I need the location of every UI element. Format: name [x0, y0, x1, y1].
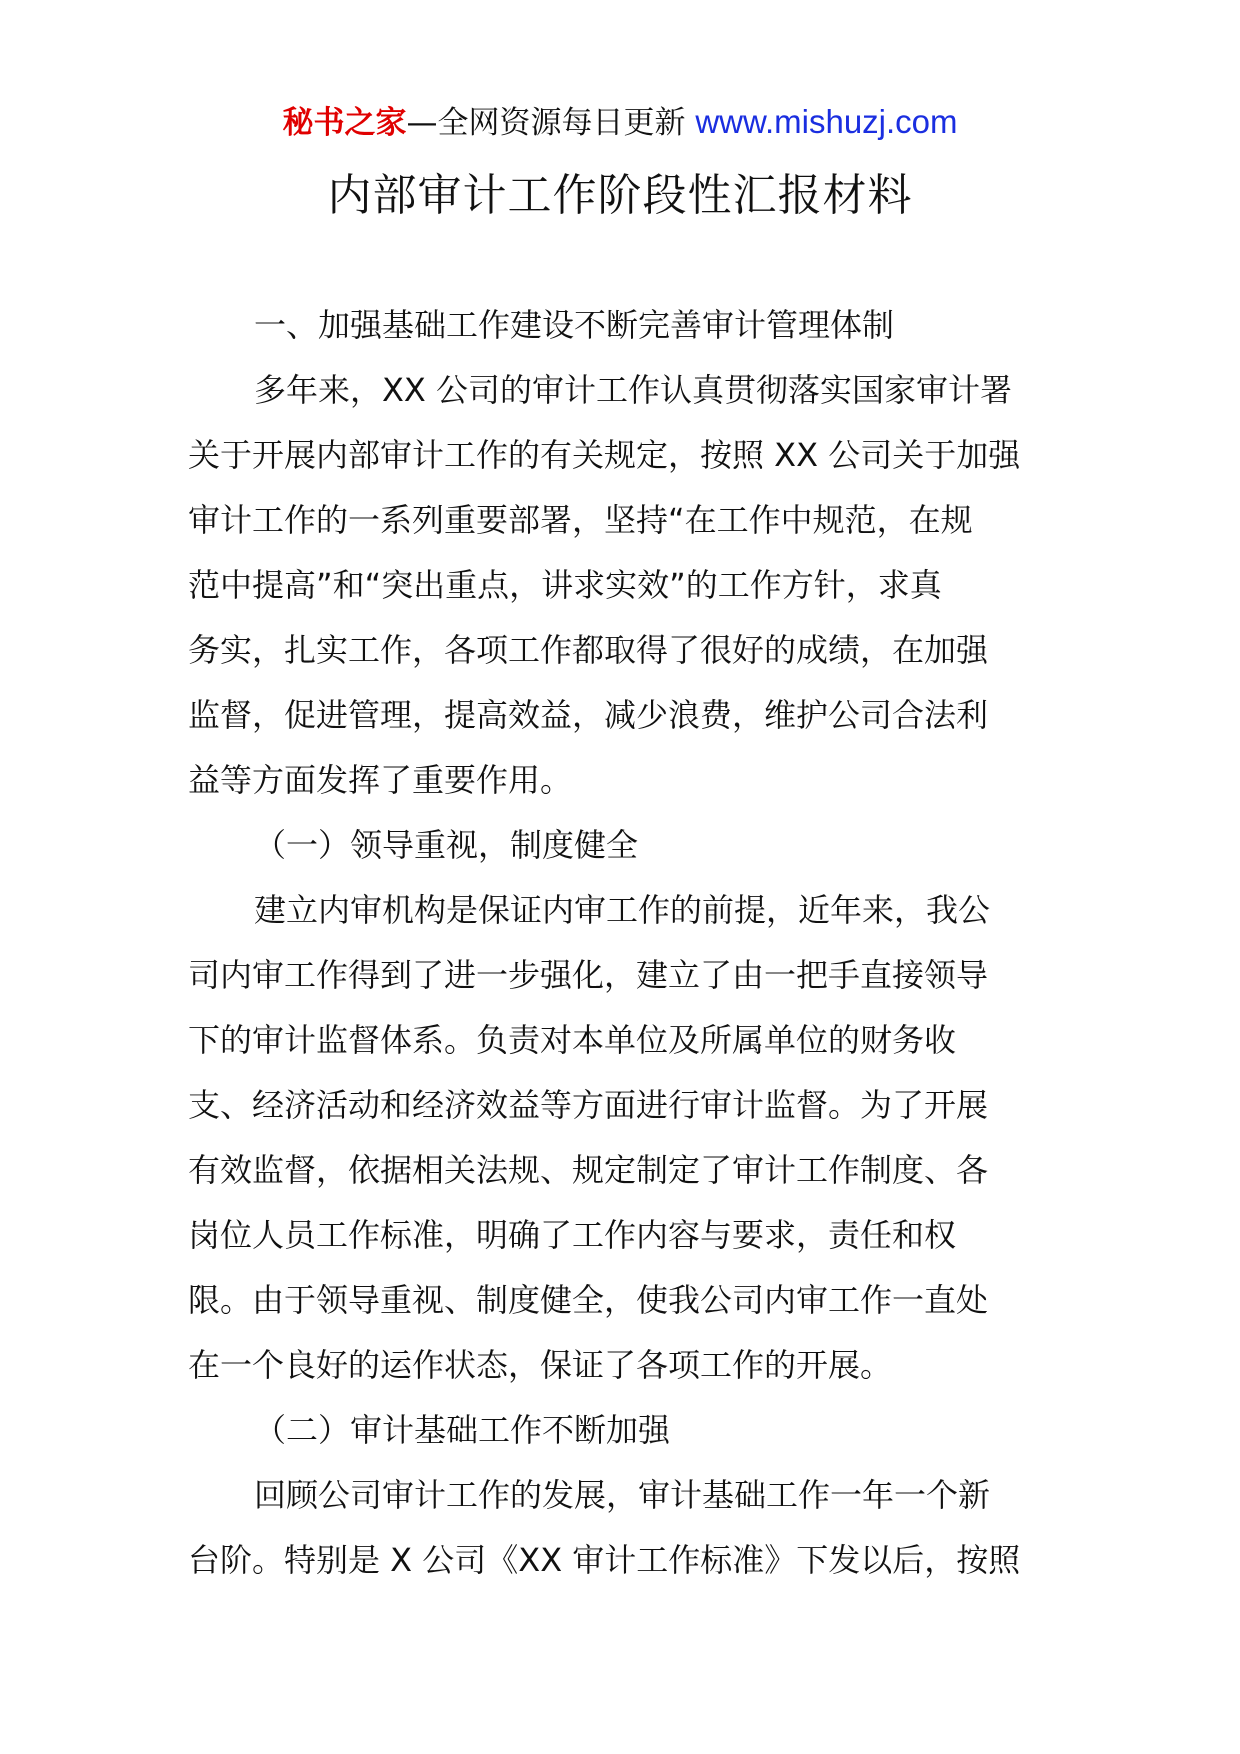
text-line: 范中提高”和“突出重点，讲求实效”的工作方针，求真: [188, 566, 942, 604]
text-line: 岗位人员工作标准，明确了工作内容与要求，责任和权: [188, 1216, 957, 1254]
text-line: 下的审计监督体系。负责对本单位及所属单位的财务收: [188, 1021, 957, 1059]
document-title: 内部审计工作阶段性汇报材料: [327, 170, 913, 221]
text-line: （一）领导重视，制度健全: [254, 826, 639, 864]
site-header: [0, 100, 1240, 145]
text-line: 在一个良好的运作状态，保证了各项工作的开展。: [188, 1346, 893, 1384]
text-line: 关于开展内部审计工作的有关规定，按照 XX 公司关于加强: [188, 436, 1021, 474]
text-line: 司内审工作得到了进一步强化，建立了由一把手直接领导: [188, 956, 989, 994]
text-line: 务实，扎实工作，各项工作都取得了很好的成绩，在加强: [188, 631, 989, 669]
header-tagline: —全网资源每日更新: [406, 105, 686, 141]
text-line: 一、加强基础工作建设不断完善审计管理体制: [254, 306, 895, 344]
text-line: 台阶。特别是 X 公司《XX 审计工作标准》下发以后，按照: [188, 1541, 1021, 1579]
text-line: 益等方面发挥了重要作用。: [188, 761, 573, 799]
text-line: 建立内审机构是保证内审工作的前提，近年来，我公: [254, 891, 991, 929]
text-line: 审计工作的一系列重要部署，坚持“在工作中规范，在规: [188, 501, 973, 539]
text-line: 有效监督，依据相关法规、规定制定了审计工作制度、各: [188, 1151, 989, 1189]
text-line: （二）审计基础工作不断加强: [254, 1411, 671, 1449]
site-url-link[interactable]: www.mishuzj.com: [695, 103, 958, 140]
text-line: 多年来，XX 公司的审计工作认真贯彻落实国家审计署: [254, 371, 1013, 409]
brand-name: 秘书之家: [282, 105, 407, 141]
text-line: 限。由于领导重视、制度健全，使我公司内审工作一直处: [188, 1281, 989, 1319]
text-line: 支、经济活动和经济效益等方面进行审计监督。为了开展: [188, 1086, 989, 1124]
text-line: 回顾公司审计工作的发展，审计基础工作一年一个新: [254, 1476, 991, 1514]
document-body: [188, 293, 1058, 1593]
text-line: 监督，促进管理，提高效益，减少浪费，维护公司合法利: [188, 696, 989, 734]
